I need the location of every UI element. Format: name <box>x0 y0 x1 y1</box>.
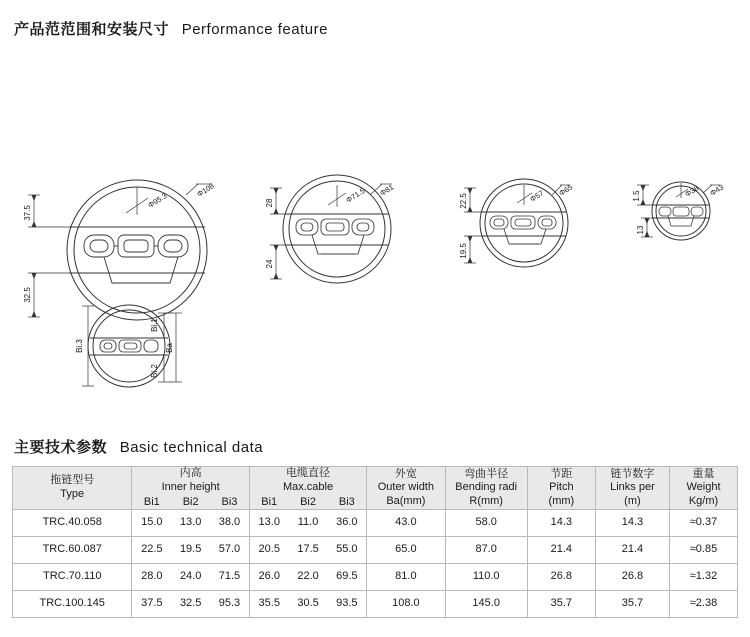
col-max-cable <box>249 467 366 510</box>
cell-max-cable-bi1: 26.0 <box>258 570 280 583</box>
view5-label-ba: Ba <box>165 343 174 353</box>
cell-inner-height-bi1: 22.5 <box>141 543 163 556</box>
col-max-cable-sub-bi3: Bi3 <box>338 495 355 508</box>
view2-label-left-bottom: 24 <box>265 259 274 269</box>
cell-bending-radi: 87.0 <box>445 537 527 564</box>
view4-label-left-bottom: 13 <box>636 225 645 235</box>
technical-data-heading <box>14 436 263 457</box>
view1-dim-left-top <box>28 195 70 227</box>
drawing-view-4 <box>632 182 725 240</box>
performance-feature-heading <box>14 18 328 39</box>
cell-max-cable-bi3: 69.5 <box>336 570 358 583</box>
view5-label-bi3: Bi.3 <box>75 339 84 353</box>
cell-max-cable-bi3: 93.5 <box>336 597 358 610</box>
drawings-svg <box>0 55 750 425</box>
col-inner-height-en: Inner height <box>161 480 220 493</box>
col-max-cable-sub-bi2: Bi2 <box>300 495 316 508</box>
table-row <box>13 591 738 618</box>
view5-label-bi1: Bi.1 <box>150 318 159 332</box>
drawing-view-3 <box>459 179 574 267</box>
view1-label-outer-dia: Φ108 <box>195 181 216 199</box>
col-inner-height-sub-bi2: Bi2 <box>182 495 199 508</box>
cell-inner-height-bi3: 38.0 <box>218 516 241 529</box>
cell-pitch: 26.8 <box>527 564 595 591</box>
view1-label-left-top: 37.5 <box>23 205 32 221</box>
cell-pitch: 21.4 <box>527 537 595 564</box>
col-weight-cn: 重量 <box>692 467 715 480</box>
col-bending-radi-unit: R(mm) <box>469 495 503 507</box>
col-max-cable-cn: 电缆直径 <box>286 467 331 479</box>
cell-max-cable <box>249 510 366 537</box>
col-weight-en: Weight <box>686 481 721 494</box>
view3-chain-links <box>490 216 556 244</box>
cell-inner-height <box>132 591 249 618</box>
cell-type: TRC.70.110 <box>13 564 132 591</box>
col-type-en: Type <box>60 488 85 501</box>
col-outer-width <box>367 467 445 510</box>
col-bending-radi-en: Bending radi <box>455 481 518 494</box>
col-pitch-unit: (mm) <box>548 495 575 507</box>
cell-outer-width: 43.0 <box>367 510 445 537</box>
technical-data-table-wrapper <box>12 466 738 618</box>
col-pitch-cn: 节距 <box>550 467 573 480</box>
col-inner-height-cn: 内高 <box>179 467 202 479</box>
col-type <box>13 467 132 510</box>
view1-chain-links <box>84 235 188 283</box>
cell-max-cable-bi1: 20.5 <box>258 543 280 556</box>
cell-inner-height <box>132 564 249 591</box>
cell-max-cable-bi2: 22.0 <box>297 570 319 583</box>
cell-outer-width: 65.0 <box>367 537 445 564</box>
view5-label-bi2: Bi.2 <box>150 364 159 378</box>
cell-inner-height-bi2: 24.0 <box>179 570 202 583</box>
col-bending-radi-cn: 弯曲半径 <box>464 467 509 480</box>
cell-links-per: 21.4 <box>595 537 669 564</box>
cell-inner-height-bi3: 57.0 <box>218 543 241 556</box>
cell-type: TRC.60.087 <box>13 537 132 564</box>
cell-pitch: 35.7 <box>527 591 595 618</box>
technical-data-heading-en: Basic technical data <box>119 439 264 456</box>
cell-inner-height <box>132 510 249 537</box>
view3-label-left-top: 22.5 <box>459 193 468 209</box>
performance-feature-heading-en: Performance feature <box>181 21 328 38</box>
cell-max-cable-bi3: 36.0 <box>336 516 358 529</box>
cell-inner-height-bi1: 28.0 <box>141 570 163 583</box>
technical-drawings-group <box>0 55 750 425</box>
cell-inner-height-bi2: 13.0 <box>179 516 202 529</box>
col-inner-height <box>132 467 249 510</box>
cell-outer-width: 81.0 <box>367 564 445 591</box>
cell-type: TRC.100.145 <box>13 591 132 618</box>
col-inner-height-sub-bi3: Bi3 <box>221 495 238 508</box>
col-links-per-cn: 链节数字 <box>610 467 655 480</box>
col-max-cable-sub-bi1: Bi1 <box>261 495 278 508</box>
cell-links-per: 14.3 <box>595 510 669 537</box>
technical-data-heading-cn: 主要技术参数 <box>14 439 108 456</box>
view4-label-inner-dia: Φ38 <box>683 183 701 199</box>
view1-label-inner-dia: Φ95.3 <box>146 191 169 210</box>
cell-links-per: 35.7 <box>595 591 669 618</box>
cell-bending-radi: 110.0 <box>445 564 527 591</box>
col-outer-width-unit: Ba(mm) <box>386 495 426 507</box>
drawing-view-1 <box>23 180 216 320</box>
cell-pitch: 14.3 <box>527 510 595 537</box>
cell-weight: ≈1.32 <box>669 564 737 591</box>
performance-feature-heading-cn: 产品范范围和安装尺寸 <box>14 21 170 38</box>
col-bending-radi <box>445 467 527 510</box>
col-max-cable-en: Max.cable <box>282 480 334 493</box>
view3-label-left-bottom: 19.5 <box>459 243 468 259</box>
cell-max-cable-bi2: 30.5 <box>297 597 319 610</box>
col-links-per <box>595 467 669 510</box>
view4-label-left-top: 1.5 <box>632 190 641 202</box>
table-row <box>13 564 738 591</box>
col-outer-width-en: Outer width <box>377 481 434 494</box>
cell-inner-height-bi1: 37.5 <box>141 597 163 610</box>
drawing-view-2 <box>265 175 395 283</box>
view3-label-inner-dia: Φ57 <box>528 188 546 204</box>
cell-inner-height <box>132 537 249 564</box>
view1-dim-left-bottom <box>28 273 70 317</box>
col-links-per-en: Links per <box>610 481 655 494</box>
cell-inner-height-bi1: 15.0 <box>141 516 163 529</box>
table-header-row <box>13 467 738 510</box>
view3-label-outer-dia: Φ65 <box>557 182 575 198</box>
cell-bending-radi: 58.0 <box>445 510 527 537</box>
col-links-per-unit: (m) <box>624 495 641 507</box>
cell-max-cable-bi3: 55.0 <box>336 543 358 556</box>
col-outer-width-cn: 外宽 <box>394 467 417 480</box>
col-weight <box>669 467 737 510</box>
view1-label-left-bottom: 32.5 <box>23 287 32 303</box>
cell-max-cable-bi2: 11.0 <box>297 516 319 529</box>
cell-inner-height-bi2: 32.5 <box>179 597 202 610</box>
cell-max-cable-bi1: 13.0 <box>258 516 280 529</box>
cell-inner-height-bi3: 95.3 <box>218 597 241 610</box>
col-pitch <box>527 467 595 510</box>
drawing-view-5 <box>75 305 182 387</box>
cell-type: TRC.40.058 <box>13 510 132 537</box>
view4-label-outer-dia: Φ43 <box>708 182 726 198</box>
cell-outer-width: 108.0 <box>367 591 445 618</box>
col-weight-unit: Kg/m) <box>688 495 719 507</box>
col-inner-height-sub-bi1: Bi1 <box>143 495 160 508</box>
view2-label-outer-dia: Φ81 <box>378 182 396 198</box>
cell-weight: ≈0.37 <box>669 510 737 537</box>
view2-label-left-top: 28 <box>265 198 274 208</box>
cell-max-cable <box>249 564 366 591</box>
cell-max-cable <box>249 537 366 564</box>
cell-weight: ≈0.85 <box>669 537 737 564</box>
view4-chain-links <box>659 207 703 226</box>
table-row <box>13 510 738 537</box>
cell-links-per: 26.8 <box>595 564 669 591</box>
col-type-cn: 拖链型号 <box>50 474 95 487</box>
cell-max-cable <box>249 591 366 618</box>
view2-label-inner-dia: Φ71.5 <box>344 186 367 205</box>
cell-bending-radi: 145.0 <box>445 591 527 618</box>
view5-chain-links <box>100 340 158 352</box>
cell-inner-height-bi2: 19.5 <box>179 543 202 556</box>
cell-max-cable-bi2: 17.5 <box>297 543 319 556</box>
table-row <box>13 537 738 564</box>
cell-inner-height-bi3: 71.5 <box>218 570 241 583</box>
view2-chain-links <box>296 219 374 254</box>
col-pitch-en: Pitch <box>549 481 574 494</box>
technical-data-table <box>12 466 738 618</box>
cell-max-cable-bi1: 35.5 <box>258 597 280 610</box>
cell-weight: ≈2.38 <box>669 591 737 618</box>
